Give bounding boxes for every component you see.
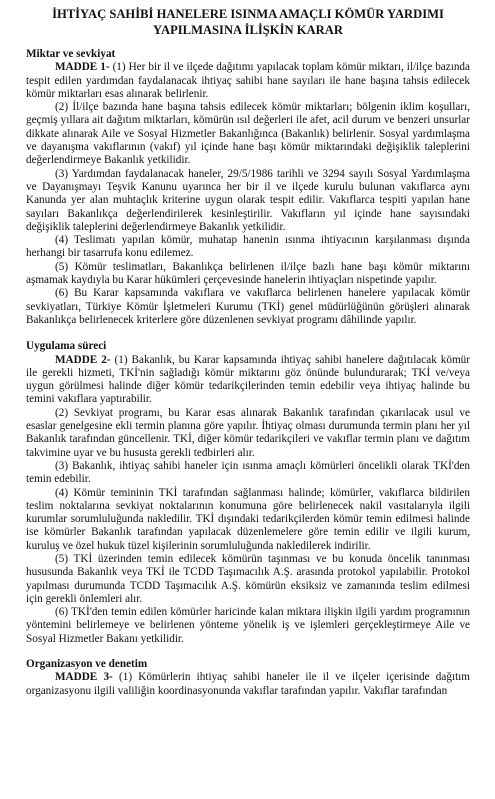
section-organizasyon-ve-denetim <box>26 658 470 698</box>
section-heading: Organizasyon ve denetim <box>26 658 148 671</box>
article-label: MADDE 1- <box>55 61 110 74</box>
article-paragraph: (3) Yardımdan faydalanacak haneler, 29/5/1986 tarihli ve 3294 sayılı Sosyal Yardımlaşma ve Dayanışmayı Teşvik Kanunu uyarınca her bir il ve ilçede kurulu bulunan vakıflarca aynı Kanunda yer alan muhtaçlık kriterine uygun olarak tespit edilir. Vakıflarca tespiti yapılan hane sayıları Bakanlıkça değerlendirilerek kesinleştirilir. Vakıfların yıl içinde hane sayısındaki değişiklik taleplerini değerlendirmeye Bakanlık yetkilidir. <box>26 167 470 233</box>
section-miktar-ve-sevkiyat <box>26 48 470 327</box>
article-paragraph <box>26 671 470 698</box>
paragraph-text: (1) Her bir il ve ilçede dağıtımı yapılacak toplam kömür miktarı, il/ilçe bazında tespit edilen yardımdan faydalanacak ihtiyaç sahibi hane sayıları ile hane başına tahsis edilecek kömür miktarları esas alınarak belirlenir. <box>26 61 470 100</box>
section-heading: Uygulama süreci <box>26 340 107 353</box>
article-paragraph: (3) Bakanlık, ihtiyaç sahibi haneler için ısınma amaçlı kömürleri öncelikli olarak TKİ'den temin edebilir. <box>26 459 470 486</box>
article-paragraph: (6) Bu Karar kapsamında vakıflara ve vakıflarca belirlenen hanelere yapılacak kömür sevkiyatları, Türkiye Kömür İşletmeleri Kurumu (TKİ) genel müdürlüğünün görüşleri alınarak Bakanlıkça belirlenecek kriterlere göre düzenlenen sevkiyat programı dâhilinde yapılır. <box>26 287 470 326</box>
article-paragraph: (5) TKİ üzerinden temin edilecek kömürün taşınması ve bu konuda öncelik tanınması hususunda Bakanlık veya TKİ ile TCDD Taşımacılık A.Ş. arasında protokol yapılabilir. Protokol yapılması durumunda TCDD Taşımacılık A.Ş. kömürün eksiksiz ve zamanında teslim edilmesi için gerekli önlemleri alır. <box>26 552 470 605</box>
title-line-2: YAPILMASINA İLİŞKİN KARAR <box>153 23 343 37</box>
article-paragraph: (4) Kömür temininin TKİ tarafından sağlanması halinde; kömürler, vakıflarca bildirilen teslim noktalarına sevkiyat noktalarının konumuna göre belirlenecek nakil vasıtalarıyla ilgili kurumlar sorumluluğunda nakledilir. TKİ dışındaki tedarikçilerden kömür temin edilmesi halinde ise kömürler Bakanlık tarafından yapılacak düzenlemelere göre temin edilir ve ilgili kurum, kuruluş ve özel hukuk tüzel kişilerinin sorumluluğunda nakledilerek indirilir. <box>26 486 470 552</box>
article-paragraph: (4) Teslimatı yapılan kömür, muhatap hanenin ısınma ihtiyacının karşılanması dışında herhangi bir tasarrufa konu edilemez. <box>26 234 470 260</box>
article-paragraph <box>26 61 470 101</box>
article-label: MADDE 3- <box>55 671 113 684</box>
section-spacer <box>26 327 470 340</box>
document-title <box>26 6 470 38</box>
section-spacer <box>26 646 470 658</box>
paragraph-text: (1) Bakanlık, bu Karar kapsamında ihtiyaç sahibi hanelere dağıtılacak kömür ile gerekli hizmeti, TKİ'nin sağladığı kömür miktarını göz önünde bulundurarak; TKİ ve/veya uygun görülmesi halinde diğer kömür tedarikçilerinden temin edebilir veya ihtiyaç halinde bu temini vakıflara yaptırabilir. <box>26 353 470 406</box>
article-paragraph: (2) İl/ilçe bazında hane başına tahsis edilecek kömür miktarları; bölgenin iklim koşulları, geçmiş yıllara ait dağıtım miktarları, kömürün ısıl değerleri ile afet, acil durum ve benzeri unsurlar dikkate alınarak Aile ve Sosyal Hizmetler Bakanlığınca (Bakanlık) belirlenir. Sosyal yardımlaşma ve dayanışma vakıflarının (vakıf) yıl içinde hane başı kömür miktarındaki değişiklik taleplerini değerlendirmeye Bakanlık yetkilidir. <box>26 101 470 167</box>
paragraph-text: (1) Kömürlerin ihtiyaç sahibi haneler ile il ve ilçeler içerisinde dağıtım organizasyonu ilgili valiliğin koordinasyonunda vakıflar tarafından yapılır. Vakıflar tarafından <box>26 671 470 697</box>
article-label: MADDE 2- <box>55 353 111 366</box>
article-paragraph: (5) Kömür teslimatları, Bakanlıkça belirlenen il/ilçe bazlı hane başı kömür miktarını aşmamak kaydıyla bu Karar hükümleri çerçevesinde hanelerin ihtiyaçları nispetinde yapılır. <box>26 260 470 287</box>
article-paragraph <box>26 354 470 407</box>
article-paragraph: (6) TKİ'den temin edilen kömürler haricinde kalan miktara ilişkin ilgili yardım programının yöntemini belirlemeye ve belirlenen yönteme yönelik iş ve işlemleri gerçekleştirmeye Aile ve Sosyal Hizmetler Bakanı yetkilidir. <box>26 606 470 645</box>
article-paragraph: (2) Sevkiyat programı, bu Karar esas alınarak Bakanlık tarafından çıkarılacak usul ve esaslar genelgesine ekli termin planına göre yapılır. İhtiyaç olması durumunda termin planı her yıl Bakanlık tarafından güncellenir. TKİ, diğer kömür tedarikçileri ve vakıflar termin planı ve dağıtım takvimine uyar ve bu hususta gerekli tedbirleri alır. <box>26 406 470 459</box>
section-uygulama-sureci <box>26 340 470 646</box>
title-line-1: İHTİYAÇ SAHİBİ HANELERE ISINMA AMAÇLI KÖMÜR YARDIMI <box>52 7 444 21</box>
section-heading: Miktar ve sevkiyat <box>26 48 116 60</box>
document-page <box>26 6 470 698</box>
